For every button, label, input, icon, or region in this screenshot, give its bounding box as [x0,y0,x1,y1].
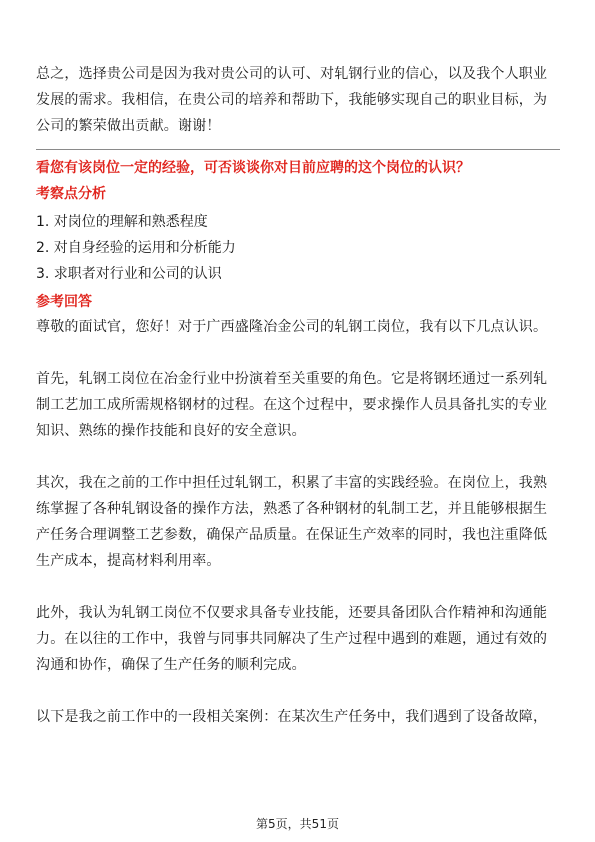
answer-paragraph: 其次，我在之前的工作中担任过轧钢工，积累了丰富的实践经验。在岗位上，我熟练掌握了各种轧钢设备的操作方法，熟悉了各种钢材的轧制工艺，并且能够根据生产任务合理调整工艺参数，确保产品质量。在保证生产效率的同时，我也注重降低生产成本，提高材料利用率。 [36,475,548,569]
page-number: 第5页，共51页 [256,817,339,831]
interview-question: 看您有该岗位一定的经验，可否谈谈你对目前应聘的这个岗位的认识？ [36,160,470,176]
reference-label: 参考回答 [36,294,92,310]
page-content [36,61,560,730]
paragraph-gap [36,574,560,600]
paragraph-gap [36,340,560,366]
analysis-label: 考察点分析 [36,186,106,202]
answer-paragraph: 尊敬的面试官，您好！对于广西盛隆冶金公司的轧钢工岗位，我有以下几点认识。 [36,319,548,335]
intro-paragraph: 总之，选择贵公司是因为我对贵公司的认可、对轧钢行业的信心，以及我个人职业发展的需求。我相信，在贵公司的培养和帮助下，我能够实现自己的职业目标，为公司的繁荣做出贡献。谢谢！ [36,66,548,134]
section-divider [36,149,560,150]
paragraph-gap [36,678,560,704]
analysis-point: 1. 对岗位的理解和熟悉程度 [36,214,208,230]
answer-paragraph: 首先，轧钢工岗位在冶金行业中扮演着至关重要的角色。它是将钢坯通过一系列轧制工艺加工成所需规格钢材的过程。在这个过程中，要求操作人员具备扎实的专业知识、熟练的操作技能和良好的安全意识。 [36,371,548,439]
answer-paragraph: 此外，我认为轧钢工岗位不仅要求具备专业技能，还要具备团队合作精神和沟通能力。在以往的工作中，我曾与同事共同解决了生产过程中遇到的难题，通过有效的沟通和协作，确保了生产任务的顺利完成。 [36,605,548,673]
answer-paragraph: 以下是我之前工作中的一段相关案例：在某次生产任务中，我们遇到了设备故障， [36,709,548,725]
analysis-point: 2. 对自身经验的运用和分析能力 [36,240,236,256]
analysis-point: 3. 求职者对行业和公司的认识 [36,266,222,282]
paragraph-gap [36,444,560,470]
